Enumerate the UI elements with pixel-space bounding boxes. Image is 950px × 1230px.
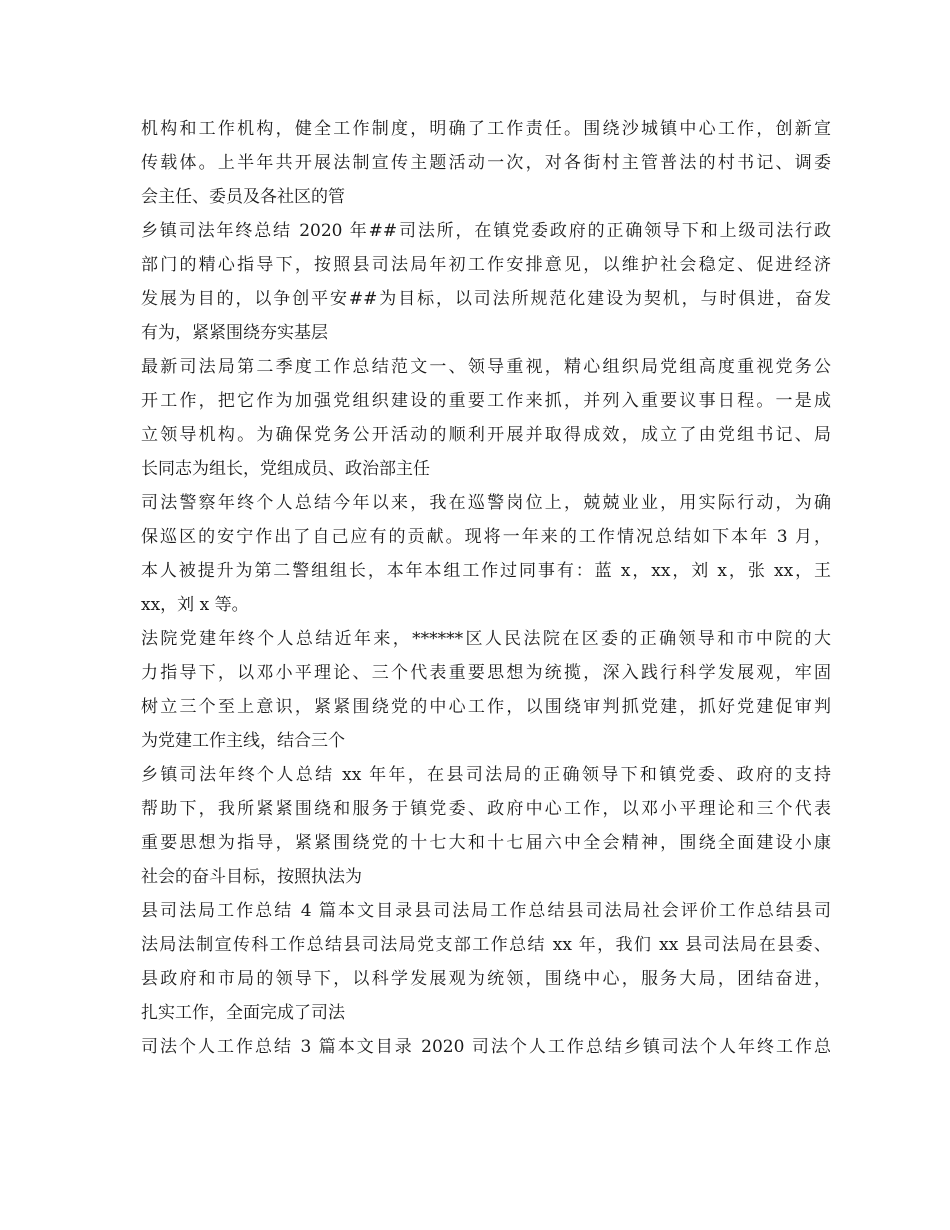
text-line: 重要思想为指导，紧紧围绕党的十七大和十七届六中全会精神，围绕全面建设小康 <box>141 833 831 853</box>
text-line: 本人被提升为第二警组组长，本年本组工作过同事有：蓝 x，xx，刘 x，张 xx，王 <box>141 561 831 581</box>
text-line: 法局法制宣传科工作总结县司法局党支部工作总结 xx 年，我们 xx 县司法局在县委、 <box>141 935 831 955</box>
text-line: 机构和工作机构，健全工作制度，明确了工作责任。围绕沙城镇中心工作，创新宣 <box>141 119 831 139</box>
text-line: 发展为目的，以争创平安##为目标，以司法所规范化建设为契机，与时俱进，奋发 <box>141 289 831 309</box>
text-line: 乡镇司法年终总结 2020 年##司法所，在镇党委政府的正确领导下和上级司法行政 <box>141 221 831 241</box>
text-line: 力指导下，以邓小平理论、三个代表重要思想为统揽，深入践行科学发展观，牢固 <box>141 663 831 683</box>
text-line: 长同志为组长，党组成员、政治部主任 <box>141 459 430 479</box>
text-line: 乡镇司法年终个人总结 xx 年年，在县司法局的正确领导下和镇党委、政府的支持 <box>141 765 831 785</box>
text-line: 保巡区的安宁作出了自己应有的贡献。现将一年来的工作情况总结如下本年 3 月， <box>141 527 831 547</box>
text-line: 县政府和市局的领导下，以科学发展观为统领，围绕中心，服务大局，团结奋进， <box>141 969 831 989</box>
text-line: xx，刘 x 等。 <box>141 595 249 615</box>
text-line: 传载体。上半年共开展法制宣传主题活动一次，对各街村主管普法的村书记、调委 <box>141 153 831 173</box>
text-line: 司法个人工作总结 3 篇本文目录 2020 司法个人工作总结乡镇司法个人年终工作总 <box>141 1037 831 1057</box>
text-line: 司法警察年终个人总结今年以来，我在巡警岗位上，兢兢业业，用实际行动，为确 <box>141 493 831 513</box>
text-line: 部门的精心指导下，按照县司法局年初工作安排意见，以维护社会稳定、促进经济 <box>141 255 831 275</box>
text-line: 树立三个至上意识，紧紧围绕党的中心工作，以围绕审判抓党建，抓好党建促审判 <box>141 697 831 717</box>
text-line: 有为，紧紧围绕夯实基层 <box>141 323 328 343</box>
text-line: 会主任、委员及各社区的管 <box>141 187 345 207</box>
text-line: 立领导机构。为确保党务公开活动的顺利开展并取得成效，成立了由党组书记、局 <box>141 425 831 445</box>
text-line: 为党建工作主线，结合三个 <box>141 731 345 751</box>
text-line: 扎实工作，全面完成了司法 <box>141 1003 345 1023</box>
text-line: 县司法局工作总结 4 篇本文目录县司法局工作总结县司法局社会评价工作总结县司 <box>141 901 831 921</box>
document-body <box>141 112 831 1064</box>
text-line: 法院党建年终个人总结近年来，******区人民法院在区委的正确领导和市中院的大 <box>141 629 831 649</box>
text-line: 最新司法局第二季度工作总结范文一、领导重视，精心组织局党组高度重视党务公 <box>141 357 831 377</box>
text-line: 帮助下，我所紧紧围绕和服务于镇党委、政府中心工作，以邓小平理论和三个代表 <box>141 799 831 819</box>
text-line: 开工作，把它作为加强党组织建设的重要工作来抓，并列入重要议事日程。一是成 <box>141 391 831 411</box>
text-line: 社会的奋斗目标，按照执法为 <box>141 867 362 887</box>
